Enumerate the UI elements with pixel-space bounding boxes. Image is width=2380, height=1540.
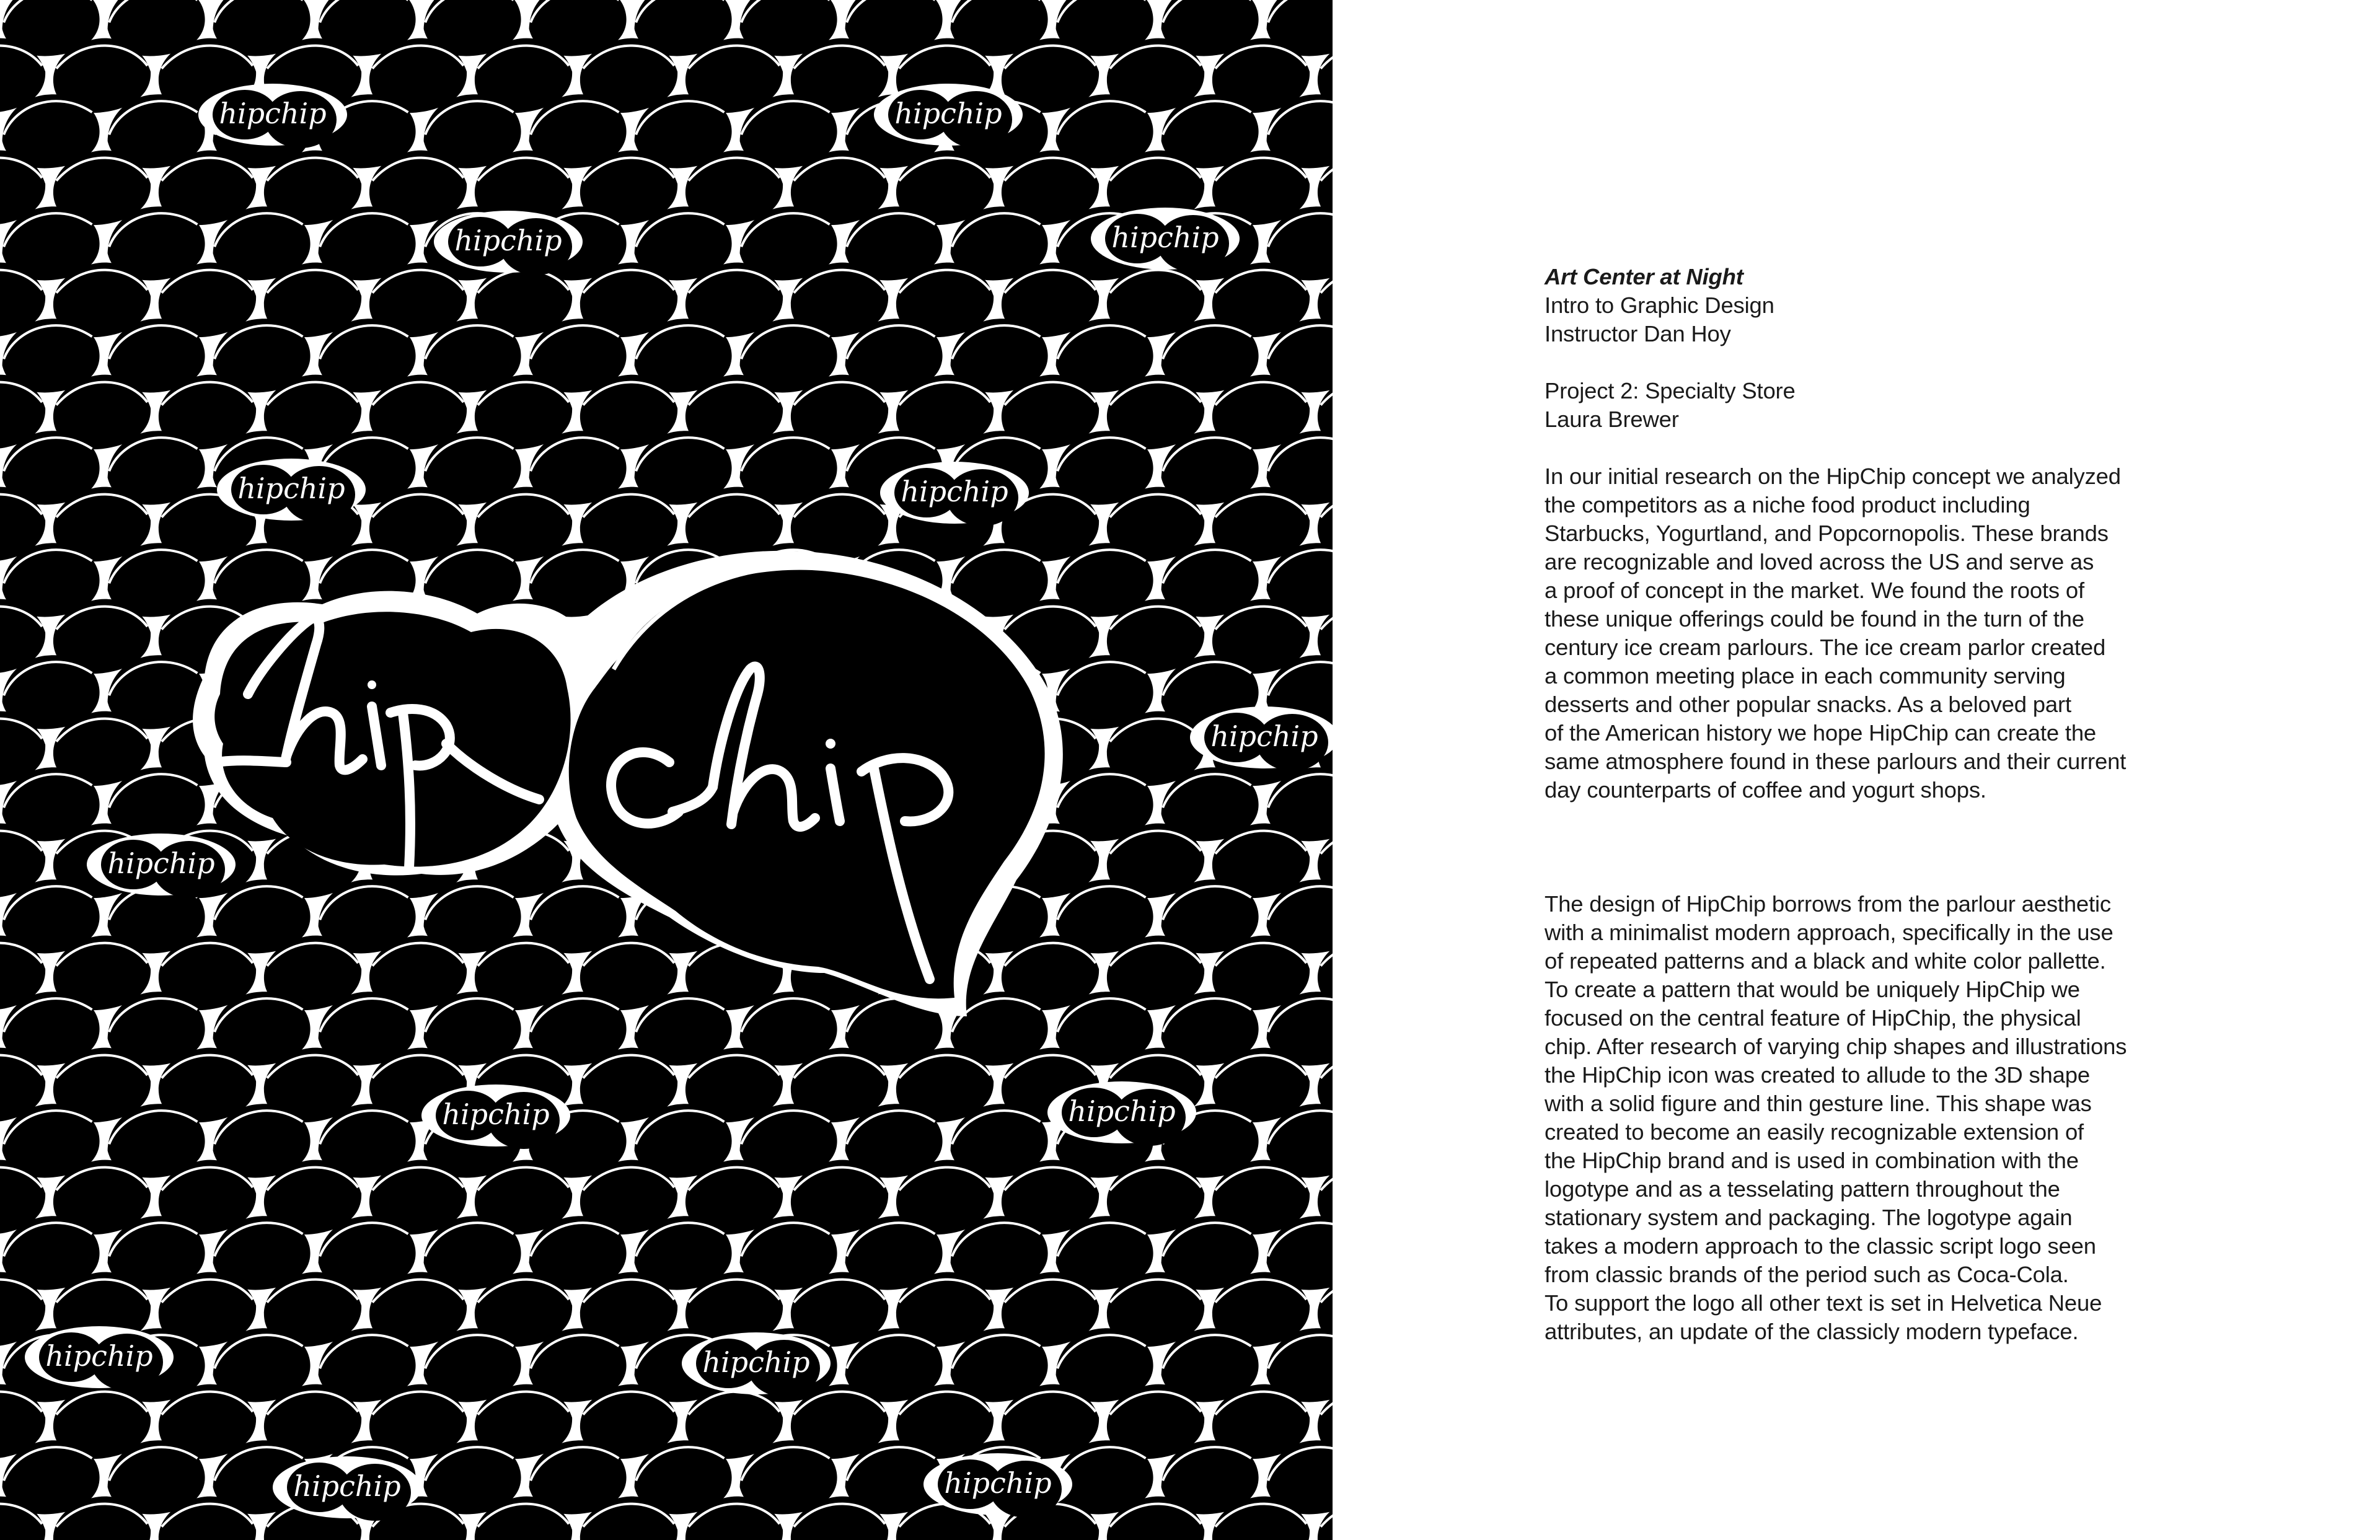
paragraph-line: The design of HipChip borrows from the parlour aesthetic — [1545, 891, 2111, 917]
paragraph-line: with a minimalist modern approach, specifically in the use — [1545, 920, 2113, 945]
instructor-name: Instructor Dan Hoy — [1545, 321, 1731, 346]
svg-text:hipchip: hipchip — [107, 847, 215, 880]
svg-text:hipchip: hipchip — [45, 1339, 153, 1373]
paragraph-line: attributes, an update of the classicly modern typeface. — [1545, 1319, 2079, 1344]
paragraph-line: of the American history we hope HipChip can create the — [1545, 720, 2097, 746]
project-description — [1545, 263, 2214, 1346]
design-paragraph — [1545, 890, 2214, 1346]
svg-text:hipchip: hipchip — [442, 1098, 550, 1131]
paragraph-line: a proof of concept in the market. We found the roots of — [1545, 578, 2084, 603]
svg-text:hipchip: hipchip — [293, 1469, 401, 1503]
paragraph-line: desserts and other popular snacks. As a beloved part — [1545, 692, 2071, 717]
paragraph-line: from classic brands of the period such as Coca-Cola. — [1545, 1262, 2069, 1287]
svg-text:hipchip: hipchip — [944, 1466, 1052, 1500]
paragraph-line: In our initial research on the HipChip concept we analyzed — [1545, 464, 2121, 489]
paragraph-line: with a solid figure and thin gesture line. This shape was — [1545, 1091, 2092, 1116]
author-name: Laura Brewer — [1545, 407, 1679, 432]
paragraph-line: a common meeting place in each community serving — [1545, 663, 2066, 689]
course-title: Art Center at Night — [1545, 264, 1743, 289]
paragraph-line: the HipChip icon was created to allude to the 3D shape — [1545, 1062, 2090, 1088]
paragraph-line: the competitors as a niche food product including — [1545, 492, 2030, 517]
svg-text:hipchip: hipchip — [1111, 221, 1219, 254]
svg-text:hipchip: hipchip — [1068, 1094, 1176, 1128]
svg-text:hipchip: hipchip — [237, 472, 345, 505]
paragraph-line: created to become an easily recognizable extension of — [1545, 1119, 2084, 1145]
mini-hipchip-logo — [1190, 706, 1333, 771]
paragraph-line: these unique offerings could be found in the turn of the — [1545, 606, 2084, 631]
paragraph-line: takes a modern approach to the classic script logo seen — [1545, 1233, 2096, 1259]
paragraph-line: chip. After research of varying chip shapes and illustrations — [1545, 1034, 2127, 1059]
paragraph-line: century ice cream parlours. The ice cream parlor created — [1545, 635, 2106, 660]
svg-text:hipchip: hipchip — [219, 97, 327, 130]
paragraph-line: day counterparts of coffee and yogurt shops. — [1545, 777, 1986, 803]
svg-text:hipchip: hipchip — [901, 475, 1008, 508]
paragraph-line: of repeated patterns and a black and white color pallette. — [1545, 948, 2106, 974]
paragraph-line: same atmosphere found in these parlours and their current — [1545, 749, 2127, 774]
project-title: Project 2: Specialty Store — [1545, 378, 1796, 403]
research-paragraph — [1545, 462, 2214, 804]
paragraph-line: To support the logo all other text is set in Helvetica Neue — [1545, 1290, 2102, 1316]
paragraph-line: stationary system and packaging. The logotype again — [1545, 1205, 2073, 1230]
paragraph-line: To create a pattern that would be uniquely HipChip we — [1545, 977, 2080, 1002]
svg-text:hipchip: hipchip — [1210, 719, 1318, 753]
svg-text:hipchip: hipchip — [894, 97, 1002, 130]
course-name: Intro to Graphic Design — [1545, 293, 1774, 318]
paragraph-line: focused on the central feature of HipChip, the physical — [1545, 1005, 2081, 1031]
paragraph-line: Starbucks, Yogurtland, and Popcornopolis. These brands — [1545, 521, 2109, 546]
svg-text:hipchip: hipchip — [454, 224, 562, 257]
paragraph-line: the HipChip brand and is used in combination with the — [1545, 1148, 2079, 1173]
paragraph-line: logotype and as a tesselating pattern throughout the — [1545, 1176, 2060, 1202]
paragraph-line: are recognizable and loved across the US and serve as — [1545, 549, 2094, 574]
svg-text:hipchip: hipchip — [702, 1345, 810, 1379]
